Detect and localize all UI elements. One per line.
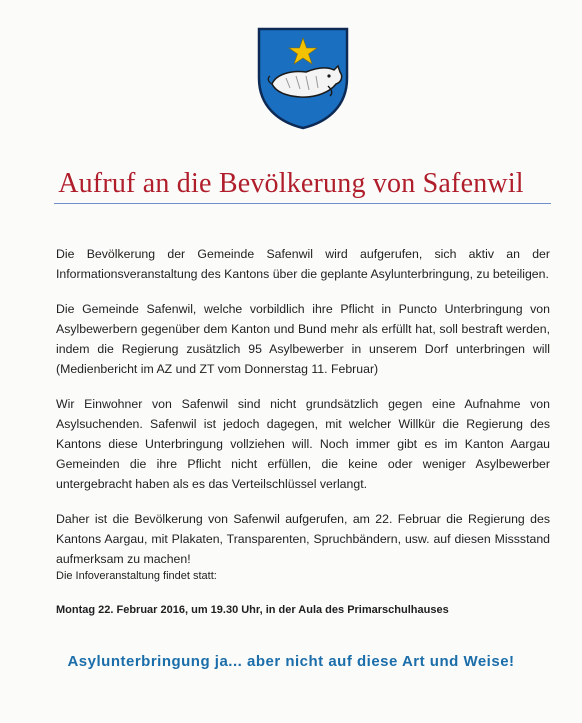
coat-of-arms-icon [256, 26, 350, 130]
slogan: Asylunterbringung ja... aber nicht auf diese Art und Weise! [67, 653, 515, 670]
event-date: Montag 22. Februar 2016, um 19.30 Uhr, in der Aula des Primarschulhauses [56, 604, 449, 616]
paragraph: Wir Einwohner von Safenwil sind nicht grundsätzlich gegen eine Aufnahme von Asylsuchenden. Safenwil ist jedoch dagegen, mit welcher Willkür die Regierung des Kantons diese Unterbringung vollziehen will. Noch immer gibt es im Kanton Aargau Gemeinden die ihre Pflicht nicht erfüllen, die keine oder weniger Asylbewerber untergebracht haben als es das Verteilschlüssel verlangt. [56, 397, 550, 491]
paragraph: Daher ist die Bevölkerung von Safenwil aufgerufen, am 22. Februar die Regierung des Kantons Aargau, mit Plakaten, Transparenten, Spruchbändern, usw. auf diesen Missstand aufmerksam zu machen! [56, 512, 550, 566]
paragraph: Die Gemeinde Safenwil, welche vorbildlich ihre Pflicht in Puncto Unterbringung von Asylbewerbern gegenüber dem Kanton und Bund mehr als erfüllt hat, soll bestraft werden, indem die Regierung zusätzlich 95 Asylbewerber in unserem Dorf unterbringen will (Medienbericht im AZ und ZT vom Donnerstag 11. Februar) [56, 302, 550, 376]
title-divider [54, 203, 551, 204]
page-title: Aufruf an die Bevölkerung von Safenwil [58, 168, 524, 199]
body-text [56, 244, 550, 584]
paragraph: Die Bevölkerung der Gemeinde Safenwil wird aufgerufen, sich aktiv an der Informationsveranstaltung des Kantons über die geplante Asylunterbringung, zu beteiligen. [56, 247, 550, 281]
event-intro: Die Infoveranstaltung findet statt: [56, 570, 217, 582]
